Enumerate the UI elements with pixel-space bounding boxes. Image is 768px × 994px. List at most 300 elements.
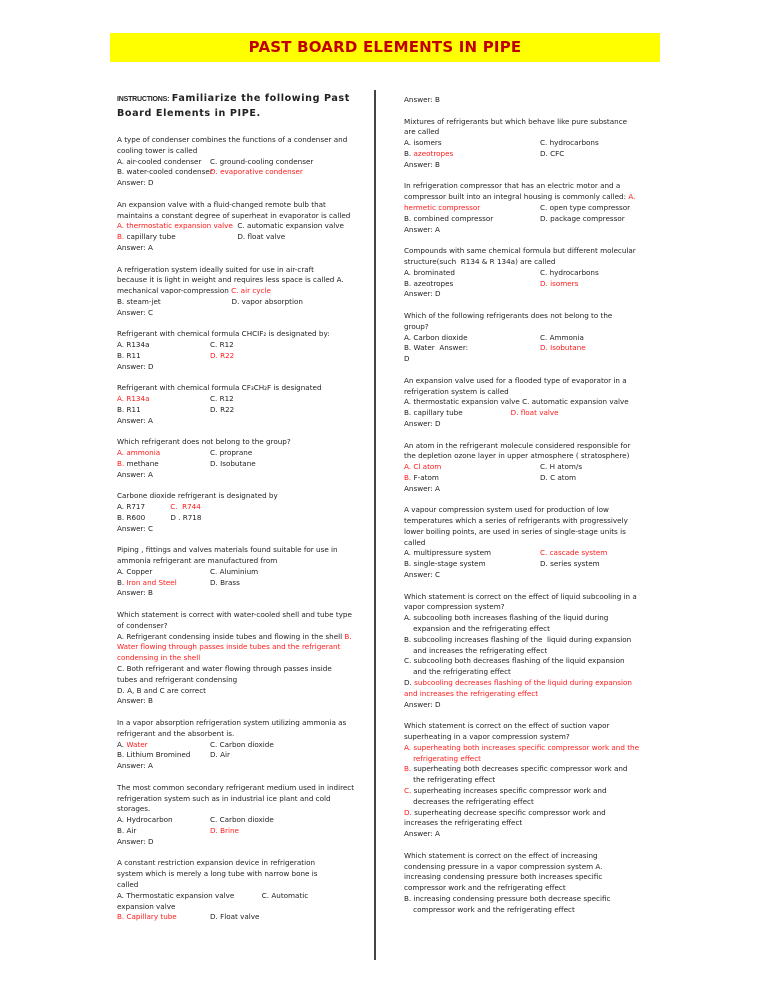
text-segment: condensing pressure in a vapor compression system A. (404, 861, 603, 871)
page-title: PAST BOARD ELEMENTS IN PIPE (248, 38, 522, 56)
question-line (404, 225, 689, 236)
text-segment: expansion valve (117, 901, 176, 911)
answer-highlight: D. float valve (510, 408, 559, 418)
answer-highlight: D. isomers (540, 278, 579, 288)
question-line (404, 257, 689, 268)
text-segment: expansion and the refrigerating effect (404, 624, 550, 634)
question-line (404, 279, 689, 290)
question-line (117, 329, 372, 340)
question-line (404, 764, 689, 775)
text-segment: C. Carbon dioxide (210, 739, 274, 749)
option-right (210, 815, 274, 826)
question-line (404, 95, 689, 106)
question-line (117, 826, 372, 837)
answer-highlight: D. (404, 807, 412, 817)
right-questions (404, 95, 689, 916)
text-segment: A. thermostatic expansion valve C. automatic expansion valve (404, 397, 629, 407)
question-line (117, 383, 372, 394)
question-line (117, 362, 372, 373)
answer-highlight: Iron and Steel (126, 577, 177, 587)
right-column (404, 95, 689, 926)
question-line (404, 268, 689, 279)
question-line (117, 567, 372, 578)
option-right (210, 459, 256, 470)
question-line (404, 160, 689, 171)
text-segment: B. capillary tube (404, 408, 511, 418)
text-segment: A refrigeration system ideally suited for use in air-craft (117, 264, 314, 274)
option-right (210, 750, 230, 761)
question-line (404, 441, 689, 452)
text-segment: A type of condenser combines the functions of a condenser and (117, 135, 348, 144)
question-line (117, 912, 372, 923)
question-line (117, 178, 372, 189)
text-segment: Answer: C (404, 570, 441, 580)
answer-highlight: azeotropes (413, 148, 454, 158)
answer-highlight: Water flowing through passes inside tubes and the refrigerant (117, 642, 341, 652)
text-segment: Which statement is correct on the effect of increasing (404, 850, 598, 860)
text-segment: A. R134a (117, 340, 150, 350)
option-right (210, 912, 259, 923)
question-line (404, 192, 689, 203)
question-block (404, 181, 689, 235)
text-segment: Which refrigerant does not belong to the group? (117, 437, 291, 447)
text-segment: Answer: C (117, 523, 154, 533)
text-segment: C. open type compressor (540, 202, 631, 212)
text-segment: Mixtures of refrigerants but which behave like pure substance (404, 116, 628, 126)
question-line (117, 621, 372, 632)
option-right (210, 340, 234, 351)
text-segment: D. Brass (210, 577, 240, 587)
text-segment: called (404, 537, 426, 547)
text-segment: storages. (117, 804, 151, 814)
question-line (404, 678, 689, 689)
question-line (117, 891, 372, 902)
question-line (404, 829, 689, 840)
text-segment: superheating increases specific compressor work and (411, 786, 607, 795)
text-segment: B. (117, 577, 127, 587)
answer-highlight: condensing in the shell (117, 653, 201, 663)
question-line (404, 743, 689, 754)
answer-highlight: B. (404, 472, 412, 482)
question-block (404, 117, 689, 171)
text-segment: B. single-stage system (404, 559, 486, 569)
question-block (117, 437, 372, 480)
text-segment: C. Aluminium (210, 566, 259, 576)
answer-highlight: hermetic compressor (404, 202, 481, 212)
question-line (117, 459, 372, 470)
question-line (117, 211, 372, 222)
question-line (117, 308, 372, 319)
question-line (404, 700, 689, 711)
text-segment: A. Thermostatic expansion valve C. Automatic (117, 890, 309, 900)
answer-highlight: D. Brine (210, 826, 239, 835)
text-segment: B. Air (117, 826, 137, 835)
left-questions (117, 135, 372, 923)
question-block (404, 592, 689, 711)
question-line (404, 538, 689, 549)
answer-highlight: B. Capillary tube (117, 912, 177, 922)
question-line (404, 473, 689, 484)
text-segment: Which statement is correct on the effect of liquid subcooling in a (404, 591, 637, 601)
question-line (117, 815, 372, 826)
text-segment: A. (117, 739, 127, 749)
question-line (117, 135, 372, 146)
text-segment: Answer: A (404, 224, 440, 234)
text-segment: B. R11 (117, 350, 141, 360)
question-block (117, 383, 372, 426)
question-line (117, 221, 372, 232)
question-line (117, 642, 372, 653)
question-block (404, 246, 689, 300)
question-line (404, 505, 689, 516)
answer-highlight: B. (404, 764, 412, 774)
text-segment: A. multipressure system (404, 548, 492, 558)
question-block (404, 851, 689, 916)
text-segment: The most common secondary refrigerant medium used in indirect (117, 782, 355, 792)
text-segment: Answer: A (404, 829, 440, 839)
option-right (540, 149, 564, 160)
question-line (404, 149, 689, 160)
question-line (404, 408, 689, 419)
instructions-text-2: Board Elements in PIPE. (117, 108, 261, 119)
question-line (404, 387, 689, 398)
question-line (117, 437, 372, 448)
text-segment: Answer: D (117, 361, 154, 371)
text-segment: compressor work and the refrigerating effect (404, 904, 575, 914)
title-banner (110, 33, 660, 62)
question-line (117, 837, 372, 848)
question-line (404, 754, 689, 765)
question-line (404, 246, 689, 257)
question-line (404, 646, 689, 657)
text-segment: C. Ammonia (540, 332, 584, 342)
answer-highlight: refrigerating effect (404, 753, 481, 763)
question-line (404, 354, 689, 365)
question-line (117, 416, 372, 427)
text-segment: Answer: D (117, 836, 154, 846)
question-line (117, 275, 372, 286)
text-segment: because it is light in weight and requires less space is called A. (117, 275, 344, 285)
question-line (117, 588, 372, 599)
text-segment: Answer: B (117, 588, 153, 598)
option-right (540, 279, 578, 290)
text-segment: B. combined compressor (404, 213, 494, 223)
option-right (210, 448, 252, 459)
question-line (117, 686, 372, 697)
question-line (117, 286, 372, 297)
text-segment: decreases the refrigerating effect (404, 796, 534, 806)
text-segment: and increases the refrigerating effect (404, 645, 548, 655)
option-right (540, 559, 600, 570)
question-block (117, 491, 372, 534)
text-segment: A. Copper (117, 566, 153, 576)
question-line (117, 869, 372, 880)
text-segment: B. R11 (117, 404, 141, 414)
option-right (540, 214, 625, 225)
column-divider (374, 90, 376, 960)
question-line (404, 570, 689, 581)
text-segment: Answer: C (117, 307, 154, 317)
option-right (210, 394, 234, 405)
text-segment: ammonia refrigerant are manufactured from (117, 556, 278, 566)
question-line (404, 322, 689, 333)
text-segment: In a vapor absorption refrigeration system utilizing ammonia as (117, 718, 347, 728)
text-segment: An expansion valve with a fluid-changed remote bulb that (117, 199, 326, 209)
text-segment: and the refrigerating effect (404, 667, 511, 677)
text-segment: D. C atom (540, 472, 577, 482)
text-segment: Refrigerant with chemical formula CF₃CH₂F is designated (117, 383, 322, 393)
text-segment: tubes and refrigerant condensing (117, 674, 238, 684)
answer-highlight: subcooling decreases flashing of the liquid during expansion (414, 678, 632, 688)
option-right (540, 343, 586, 354)
text-segment: Compounds with same chemical formula but different molecular (404, 246, 636, 256)
question-line (404, 613, 689, 624)
question-line (404, 127, 689, 138)
text-segment: B. Lithium Bromined (117, 750, 191, 760)
text-segment: An expansion valve used for a flooded type of evaporator in a (404, 375, 627, 385)
text-segment: A. R717 (117, 502, 171, 512)
text-segment: C. hydrocarbons (540, 267, 599, 277)
option-right (540, 548, 607, 559)
text-segment: of condenser? (117, 620, 168, 630)
answer-highlight: D. Isobutane (540, 343, 586, 353)
question-line (404, 905, 689, 916)
question-line (404, 689, 689, 700)
text-segment: D. Air (210, 750, 230, 760)
option-right (210, 405, 234, 416)
text-segment: A constant restriction expansion device in refrigeration (117, 858, 316, 868)
question-line (117, 167, 372, 178)
question-line (404, 343, 689, 354)
question-line (404, 548, 689, 559)
text-segment: B. increasing condensing pressure both decrease specific (404, 893, 611, 903)
answer-highlight: A. R134a (117, 394, 150, 404)
answer-highlight: C. (404, 786, 412, 795)
question-line (117, 232, 372, 243)
question-block (117, 200, 372, 254)
text-segment: B. (404, 148, 414, 158)
text-segment: C. R12 (210, 340, 234, 350)
text-segment: An atom in the refrigerant molecule considered responsible for (404, 440, 631, 450)
question-line (117, 157, 372, 168)
question-block (404, 95, 689, 106)
question-line (117, 783, 372, 794)
question-line (117, 729, 372, 740)
option-right (210, 157, 313, 168)
text-segment: D. Float valve (210, 912, 260, 922)
text-segment: D. series system (540, 559, 600, 569)
text-segment: vapor compression system? (404, 602, 505, 612)
question-line (404, 624, 689, 635)
instructions (117, 92, 372, 121)
text-segment: B. water-cooled condenser (117, 167, 213, 177)
text-segment: Which statement is correct with water-cooled shell and tube type (117, 610, 352, 620)
text-segment: D. package compressor (540, 213, 625, 223)
text-segment: the depletion ozone layer in upper atmosphere ( stratosphere) (404, 451, 630, 461)
question-line (404, 462, 689, 473)
option-right (210, 740, 274, 751)
text-segment: lower boiling points, are used in series of single-stage units is (404, 526, 626, 536)
text-segment: compressor built into an integral housing is commonly called: (404, 192, 629, 202)
question-block (404, 441, 689, 495)
question-line (117, 804, 372, 815)
question-line (404, 862, 689, 873)
text-segment: Which statement is correct on the effect of suction vapor (404, 721, 610, 731)
question-line (117, 556, 372, 567)
text-segment: C. subcooling both decreases flashing of the liquid expansion (404, 656, 625, 666)
text-segment: cooling tower is called (117, 145, 198, 155)
question-line (404, 818, 689, 829)
text-segment: C. automatic expansion valve (232, 221, 344, 231)
text-segment: C. R12 (210, 394, 234, 404)
text-segment: D (404, 354, 410, 364)
option-right (540, 462, 582, 473)
text-segment: superheating decrease specific compressor work and (411, 807, 606, 817)
answer-highlight: C. R744 (170, 502, 201, 512)
text-segment: Answer: B (404, 95, 440, 104)
question-line (117, 761, 372, 772)
question-line (404, 376, 689, 387)
answer-highlight: D. R22 (210, 350, 235, 360)
question-line (404, 894, 689, 905)
question-line (117, 265, 372, 276)
question-line (404, 214, 689, 225)
question-line (117, 394, 372, 405)
text-segment: A. subcooling both increases flashing of the liquid during (404, 613, 609, 623)
question-line (117, 243, 372, 254)
text-segment: increasing condensing pressure both increases specific (404, 872, 603, 882)
question-line (404, 311, 689, 322)
text-segment: Answer: B (404, 159, 440, 169)
question-line (117, 696, 372, 707)
question-line (404, 203, 689, 214)
text-segment: Answer: D (404, 289, 441, 299)
answer-highlight: C. cascade system (540, 548, 608, 558)
text-segment: structure(such R134 & R 134a) are called (404, 256, 556, 266)
question-line (404, 181, 689, 192)
question-line (404, 451, 689, 462)
question-block (117, 718, 372, 772)
question-line (404, 775, 689, 786)
text-segment: Answer: A (404, 483, 440, 493)
text-segment: the refrigerating effect (404, 775, 496, 785)
text-segment: Piping , fittings and valves materials found suitable for use in (117, 545, 338, 555)
question-line (404, 797, 689, 808)
question-line (404, 732, 689, 743)
option-right (210, 578, 240, 589)
answer-highlight: B. (344, 631, 352, 641)
text-segment: temperatures which a series of refrigerants with progressively (404, 516, 628, 526)
answer-highlight: A. (628, 192, 636, 202)
question-line (404, 117, 689, 128)
option-right (210, 826, 239, 837)
text-segment: A. Carbon dioxide (404, 332, 468, 342)
question-line (404, 138, 689, 149)
question-line (404, 602, 689, 613)
text-segment: B. R600 D . R718 (117, 512, 202, 522)
text-segment: Answer: A (117, 761, 153, 771)
question-line (404, 883, 689, 894)
answer-highlight: B. (117, 232, 125, 242)
question-line (404, 333, 689, 344)
text-segment: methane (124, 458, 159, 468)
text-segment: Answer: A (117, 415, 153, 425)
question-line (117, 664, 372, 675)
instructions-label: INSTRUCTIONS: (117, 96, 170, 103)
question-block (404, 505, 689, 581)
option-right (210, 351, 234, 362)
text-segment: A. isomers (404, 138, 442, 148)
question-block (117, 545, 372, 599)
text-segment: C. Both refrigerant and water flowing through passes inside (117, 664, 332, 674)
text-segment: mechanical vapor-compression (117, 286, 232, 296)
question-line (117, 513, 372, 524)
answer-highlight: A. ammonia (117, 448, 161, 458)
option-right (540, 268, 599, 279)
question-block (117, 135, 372, 189)
text-segment: Refrigerant with chemical formula CHCIF₂ is designated by: (117, 329, 330, 339)
text-segment: B. steam-jet D. vapor absorption (117, 296, 303, 306)
question-block (117, 610, 372, 707)
text-segment: D. Isobutane (210, 458, 256, 468)
question-block (404, 376, 689, 430)
question-block (404, 311, 689, 365)
answer-highlight: A. thermostatic expansion valve (117, 221, 233, 231)
question-line (404, 635, 689, 646)
text-segment: Answer: D (404, 699, 441, 709)
question-line (117, 750, 372, 761)
question-line (117, 470, 372, 481)
text-segment: maintains a constant degree of superheat in evaporator is called (117, 210, 351, 220)
option-right (210, 167, 303, 178)
question-block (117, 329, 372, 372)
text-segment: are called (404, 127, 440, 137)
text-segment: group? (404, 321, 429, 331)
question-line (404, 516, 689, 527)
text-segment: superheating in a vapor compression system? (404, 732, 570, 742)
option-right (540, 333, 584, 344)
question-line (404, 656, 689, 667)
text-segment: D. A, B and C are correct (117, 685, 206, 695)
question-line (117, 578, 372, 589)
text-segment: D. CFC (540, 148, 565, 158)
text-segment: F-atom (411, 472, 439, 482)
question-line (117, 351, 372, 362)
question-line (117, 610, 372, 621)
question-line (117, 502, 372, 513)
text-segment: C. ground-cooling condenser (210, 156, 314, 166)
text-segment: B. Water Answer: (404, 343, 469, 353)
question-line (404, 786, 689, 797)
question-line (404, 527, 689, 538)
text-segment: refrigerant and the absorbent is. (117, 728, 235, 738)
text-segment: B. subcooling increases flashing of the liquid during expansion (404, 634, 632, 644)
text-segment: A. Hydrocarbon (117, 815, 173, 825)
question-line (404, 397, 689, 408)
question-line (117, 902, 372, 913)
answer-highlight: B. (117, 458, 125, 468)
question-line (117, 524, 372, 535)
option-right (210, 567, 258, 578)
text-segment: In refrigeration compressor that has an electric motor and a (404, 181, 621, 191)
question-line (117, 340, 372, 351)
question-line (117, 146, 372, 157)
question-line (117, 632, 372, 643)
text-segment: A vapour compression system used for production of low (404, 505, 609, 515)
option-right (540, 138, 599, 149)
question-line (404, 419, 689, 430)
left-column (117, 92, 372, 934)
